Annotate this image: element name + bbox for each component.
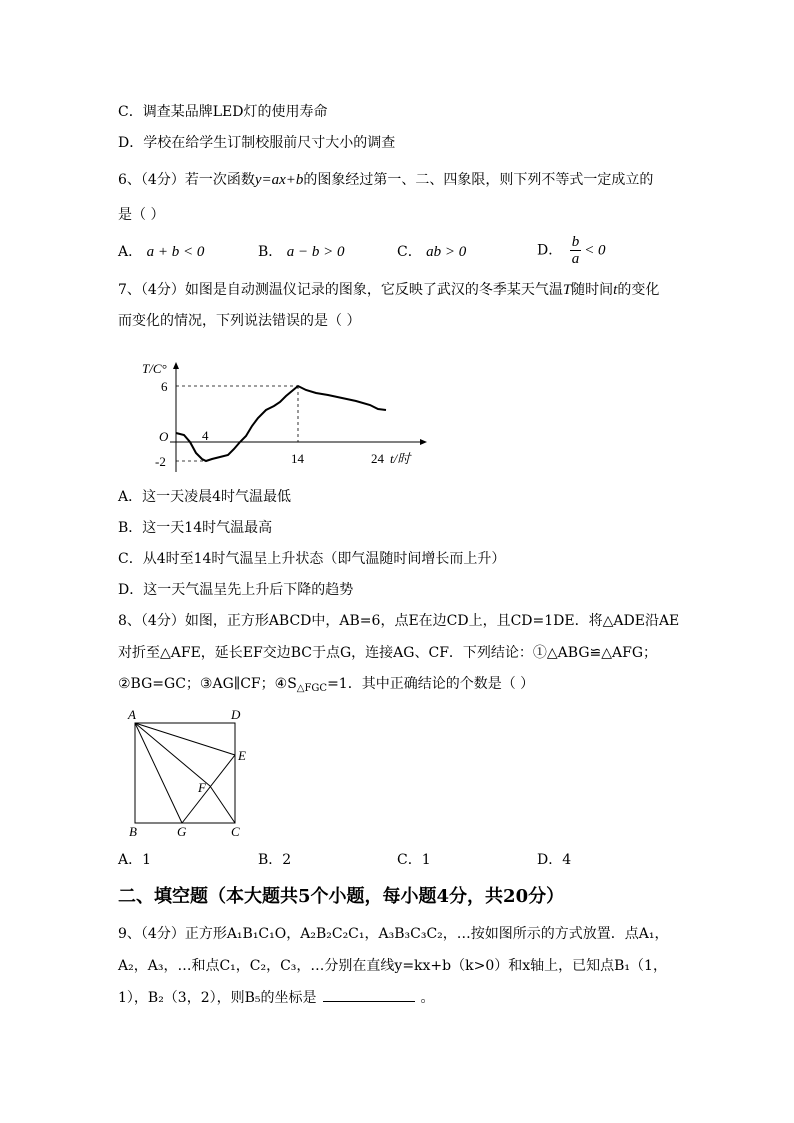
q8-stem-line3 (118, 675, 534, 698)
point-label-f: F (198, 780, 206, 795)
x-axis-arrow (420, 439, 427, 445)
segment-eg (182, 755, 235, 823)
q7-stem-mid: 随时间 (571, 282, 614, 298)
q9-stem-line3-pre: 1），B₂（3，2），则B₅的坐标是 (118, 990, 317, 1006)
q8-stem-line3-post: =1．其中正确结论的个数是（ ） (327, 676, 535, 692)
segment-ag (135, 723, 182, 823)
q8-option-b: B．2 (258, 852, 292, 868)
q6-stem-line1 (118, 171, 653, 189)
q5-option-d: D．学校在给学生订制校服前尺寸大小的调查 (118, 135, 396, 151)
point-label-e: E (238, 748, 246, 763)
q5-option-c: C．调查某品牌LED灯的使用寿命 (118, 104, 328, 120)
q9-stem-line3 (118, 987, 435, 1007)
q8-stem-line1: 8、（4分）如图，正方形ABCD中，AB=6，点E在边CD上，且CD=1DE．将△ADE沿AE (118, 613, 680, 629)
point-label-c: C (231, 824, 240, 839)
q9-stem-line1: 9、（4分）正方形A₁B₁C₁O，A₂B₂C₂C₁，A₃B₃C₃C₂，…按如图所示的方式放置．点A₁， (118, 926, 669, 942)
point-label-a: A (128, 707, 136, 722)
q7-option-c: C．从4时至14时气温呈上升状态（即气温随时间增长而上升） (118, 551, 506, 567)
q7-option-a: A．这一天凌晨4时气温最低 (118, 489, 292, 505)
x-tick-14: 14 (291, 451, 304, 466)
q6-option-d-tail: < 0 (584, 242, 606, 259)
x-tick-4: 4 (202, 428, 209, 443)
q7-var-T: T (562, 282, 572, 298)
q6-function: y=ax+b (254, 172, 304, 188)
q6-option-b-expr: a − b > 0 (286, 244, 345, 260)
q8-stem-line3-pre: ②BG=GC；③AG∥CF；④S (118, 676, 297, 692)
q7-var-t: t (613, 282, 618, 298)
q9-stem-line3-post: 。 (420, 990, 435, 1006)
q9-stem-line2: A₂，A₃，…和点C₁，C₂，C₃，…分别在直线y=kx+b（k>0）和x轴上，已知点B₁（1， (118, 958, 667, 974)
section-heading-fill-in: 二、填空题（本大题共5个小题，每小题4分，共20分） (118, 886, 565, 907)
q6-option-a-label: A． (118, 244, 143, 260)
q6-option-d-numerator: b (571, 234, 580, 250)
x-axis-unit: t/时 (390, 451, 411, 466)
point-label-g: G (177, 824, 187, 839)
origin-label: O (159, 429, 169, 444)
y-axis-label: T/C° (142, 361, 167, 376)
segment-fc (210, 786, 235, 823)
q6-option-d-fraction (570, 234, 582, 267)
y-tick-6: 6 (161, 379, 168, 394)
point-label-d: D (231, 707, 241, 722)
q6-option-d-label: D． (537, 242, 563, 259)
y-axis-arrow (173, 362, 179, 369)
q6-option-b-label: B． (258, 244, 283, 260)
q6-option-d-denominator: a (571, 251, 580, 267)
x-tick-24: 24 (371, 451, 384, 466)
q6-option-c (397, 243, 466, 261)
q8-stem-line2: 对折至△AFE，延长EF交边BC于点G，连接AG、CF．下列结论：①△ABG≌△AFG； (118, 645, 658, 661)
q6-stem-rest: 的图象经过第一、二、四象限，则下列不等式一定成立的 (303, 172, 654, 188)
q6-number: 6、（4分）若一次函数 (118, 172, 255, 188)
y-tick-neg2: -2 (155, 454, 166, 469)
q6-option-d (537, 234, 606, 267)
point-label-b: B (129, 824, 137, 839)
segment-af (135, 723, 210, 786)
segment-ae (135, 723, 235, 755)
q7-option-b: B．这一天14时气温最高 (118, 520, 273, 536)
square-abcd (135, 723, 235, 823)
q8-square-figure (120, 705, 260, 839)
q6-stem-line2: 是（ ） (118, 207, 165, 223)
q8-area-subscript: △FGC (296, 683, 328, 694)
q6-option-a-expr: a + b < 0 (146, 244, 205, 260)
q7-stem-line2: 而变化的情况，下列说法错误的是（ ） (118, 313, 361, 329)
q9-answer-blank[interactable] (323, 987, 415, 1002)
q7-temperature-graph (140, 360, 430, 474)
temperature-curve (176, 386, 386, 461)
q7-stem-post: 的变化 (617, 282, 660, 298)
q6-option-c-expr: ab > 0 (426, 244, 467, 260)
q8-option-c: C．1 (397, 852, 431, 868)
q8-option-d: D．4 (537, 852, 572, 868)
q8-option-a: A．1 (118, 852, 152, 868)
q6-option-b (258, 243, 345, 261)
q7-stem-line1 (118, 281, 659, 299)
q6-option-a (118, 243, 204, 261)
q6-option-c-label: C． (397, 244, 422, 260)
q7-stem-pre: 7、（4分）如图是自动测温仪记录的图象，它反映了武汉的冬季某天气温 (118, 282, 563, 298)
q7-option-d: D．这一天气温呈先上升后下降的趋势 (118, 582, 354, 598)
